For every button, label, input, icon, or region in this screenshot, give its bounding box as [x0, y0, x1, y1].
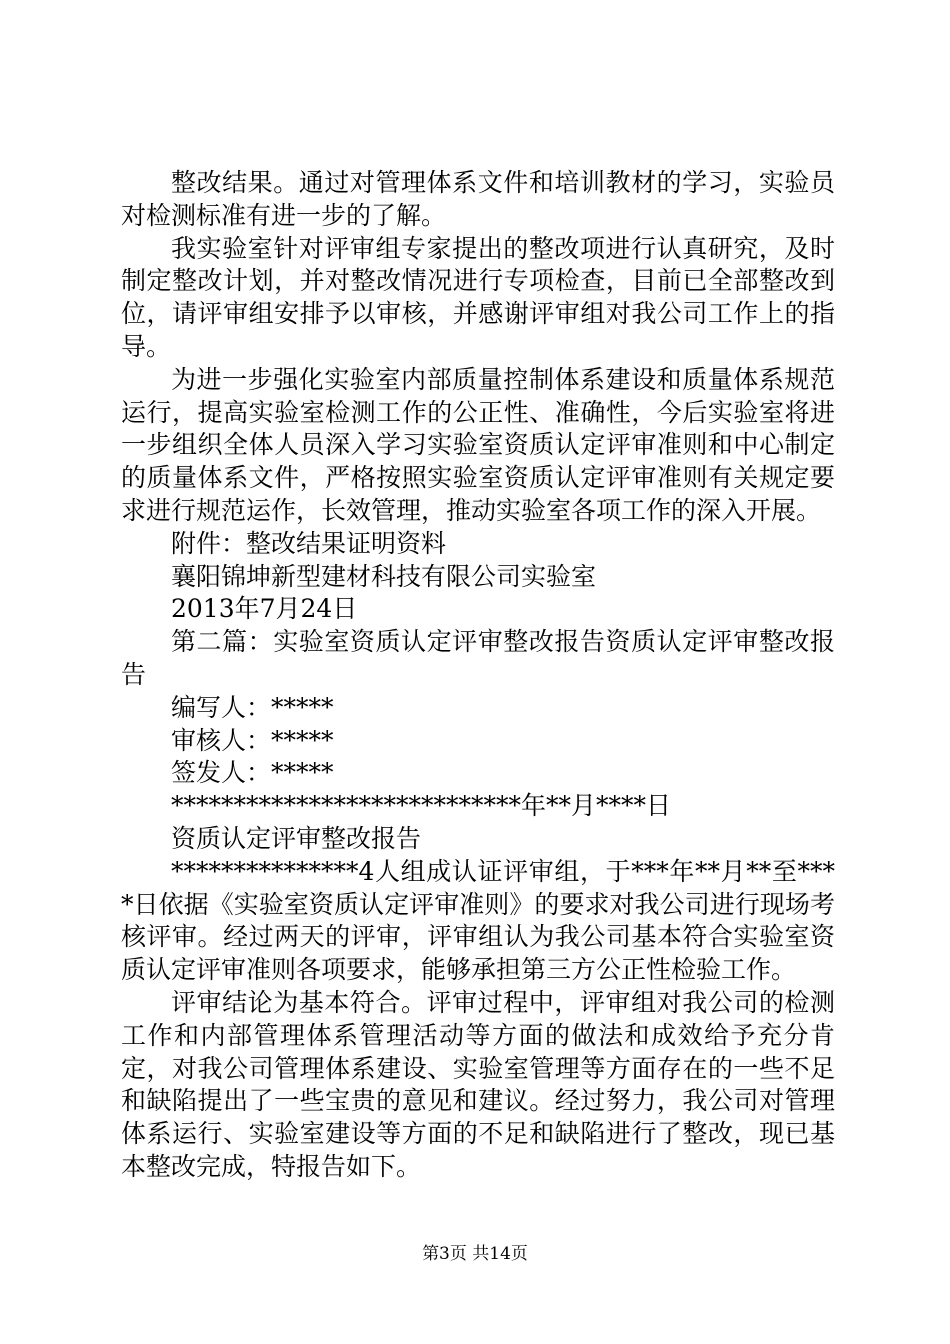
attachment-line: 附件：整改结果证明资料 — [171, 528, 447, 558]
second-article-heading: 第二篇：实验室资质认定评审整改报告资质认定评审整改报告 — [121, 627, 835, 689]
paragraph-rectification-plan: 我实验室针对评审组专家提出的整改项进行认真研究，及时制定整改计划，并对整改情况进行专项检查，目前已全部整改到位，请评审组安排予以审核，并感谢评审组对我公司工作上的指导。 — [121, 233, 835, 361]
masked-date-line: ****************************年**月****日 — [171, 791, 672, 821]
issuer-line: 签发人：***** — [171, 758, 334, 788]
signature-date: 2013年7月24日 — [171, 594, 358, 624]
paragraph-review-conclusion: 评审结论为基本符合。评审过程中，评审组对我公司的检测工作和内部管理体系管理活动等方面的做法和成效给予充分肯定，对我公司管理体系建设、实验室管理等方面存在的一些不足和缺陷提出了一些宝贵的意见和建议。经过努力，我公司对管理体系运行、实验室建设等方面的不足和缺陷进行了整改，现已基本整改完成，特报告如下。 — [121, 987, 835, 1181]
reviewer-line: 审核人：***** — [171, 725, 334, 755]
company-signature: 襄阳锦坤新型建材科技有限公司实验室 — [171, 561, 597, 591]
document-body — [121, 167, 835, 1184]
paragraph-future-work: 为进一步强化实验室内部质量控制体系建设和质量体系规范运行，提高实验室检测工作的公正性、准确性，今后实验室将进一步组织全体人员深入学习实验室资质认定评审准则和中心制定的质量体系文件，严格按照实验室资质认定评审准则有关规定要求进行规范运作，长效管理，推动实验室各项工作的深入开展。 — [121, 364, 835, 525]
report-title: 资质认定评审整改报告 — [171, 823, 422, 853]
paragraph-review-team: ***************4人组成认证评审组，于***年**月**至****日依据《实验室资质认定评审准则》的要求对我公司进行现场考核评审。经过两天的评审，评审组认为我公司基本符合实验室资质认定评审准则各项要求，能够承担第三方公正性检验工作。 — [121, 856, 835, 985]
paragraph-rectification-result: 整改结果。通过对管理体系文件和培训教材的学习，实验员对检测标准有进一步的了解。 — [121, 168, 835, 230]
author-line: 编写人：***** — [171, 692, 334, 722]
page-number-footer: 第3页 共14页 — [422, 1244, 528, 1264]
